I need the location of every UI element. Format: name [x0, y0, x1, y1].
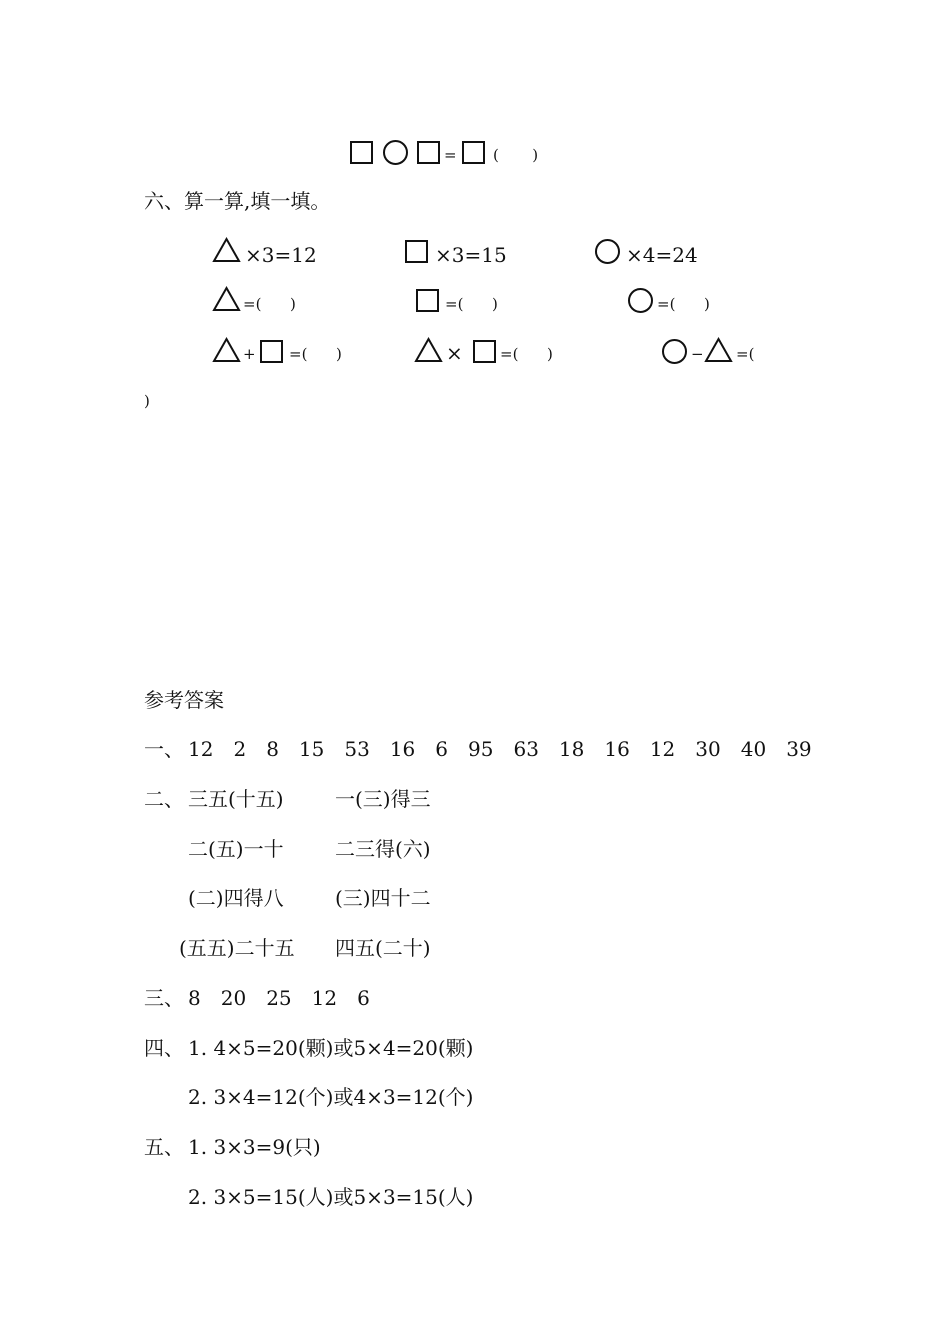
sum-answer-blank: =( ) — [289, 345, 342, 363]
circle-icon — [595, 239, 620, 264]
answer-value: 40 — [740, 737, 767, 761]
square-icon — [405, 240, 428, 263]
difference-answer-blank: =( — [736, 345, 755, 363]
square-icon — [260, 340, 283, 363]
answer-values — [188, 986, 390, 1010]
triangle-icon — [705, 338, 732, 362]
answer-line: 三五(十五) — [188, 787, 284, 811]
equals-sign: = — [444, 146, 457, 164]
times-sign: × — [446, 341, 463, 365]
equation-square-times-3: ×3=15 — [435, 243, 507, 267]
triangle-icon — [213, 287, 240, 311]
answer-value: 20 — [220, 986, 247, 1010]
answer-line: 2. 3×5=15(人)或5×3=15(人) — [188, 1185, 474, 1209]
section-label: 五、 — [144, 1135, 184, 1159]
answer-value: 16 — [604, 737, 630, 761]
minus-sign: − — [691, 345, 704, 363]
section-label: 四、 — [144, 1036, 184, 1060]
square-icon — [473, 340, 496, 363]
square-icon — [417, 141, 440, 164]
triangle-icon — [213, 238, 240, 262]
circle-icon — [662, 339, 687, 364]
answer-key-title: 参考答案 — [144, 688, 224, 712]
section-label: 三、 — [144, 986, 184, 1010]
answer-blank: ( ) — [493, 146, 539, 164]
answer-value: 6 — [357, 986, 370, 1010]
answer-value: 12 — [188, 737, 214, 761]
answer-line: 1. 4×5=20(颗)或5×4=20(颗) — [188, 1036, 474, 1060]
answer-value: 63 — [513, 737, 539, 761]
wrapped-paren: ) — [144, 392, 150, 410]
square-answer-blank: =( ) — [445, 295, 498, 313]
answer-value: 18 — [558, 737, 585, 761]
answer-value: 12 — [649, 737, 676, 761]
equation-triangle-times-3: ×3=12 — [245, 243, 317, 267]
answer-line: 二(五)一十 — [188, 837, 284, 861]
answer-line: (二)四得八 — [188, 886, 284, 910]
answer-line: (三)四十二 — [335, 886, 431, 910]
answer-values — [188, 737, 832, 761]
answer-line: 1. 3×3=9(只) — [188, 1135, 321, 1159]
product-answer-blank: =( ) — [500, 345, 553, 363]
answer-value: 6 — [435, 737, 449, 761]
section-label: 一、 — [144, 737, 184, 761]
answer-value: 39 — [786, 737, 812, 761]
answer-value: 16 — [389, 737, 416, 761]
answer-value: 95 — [468, 737, 494, 761]
answer-value: 8 — [266, 737, 279, 761]
answer-line: 二三得(六) — [335, 837, 431, 861]
triangle-icon — [415, 338, 442, 362]
plus-sign: + — [243, 345, 256, 363]
answer-value: 8 — [188, 986, 201, 1010]
square-icon — [416, 289, 439, 312]
answer-line: 2. 3×4=12(个)或4×3=12(个) — [188, 1085, 474, 1109]
circle-answer-blank: =( ) — [657, 295, 710, 313]
answer-value: 30 — [695, 737, 721, 761]
answer-value: 12 — [311, 986, 338, 1010]
answer-line: 一(三)得三 — [335, 787, 431, 811]
square-icon — [350, 141, 373, 164]
circle-icon — [383, 140, 408, 165]
answer-line: 四五(二十) — [335, 936, 431, 960]
circle-icon — [628, 288, 653, 313]
equation-circle-times-4: ×4=24 — [626, 243, 698, 267]
section-6-heading: 六、算一算,填一填。 — [144, 189, 331, 213]
triangle-icon — [213, 338, 240, 362]
answer-value: 15 — [298, 737, 325, 761]
answer-value: 25 — [266, 986, 292, 1010]
section-label: 二、 — [144, 787, 184, 811]
square-icon — [462, 141, 485, 164]
answer-value: 53 — [344, 737, 370, 761]
answer-value: 2 — [233, 737, 247, 761]
answer-line: (五五)二十五 — [179, 936, 295, 960]
triangle-answer-blank: =( ) — [243, 295, 296, 313]
